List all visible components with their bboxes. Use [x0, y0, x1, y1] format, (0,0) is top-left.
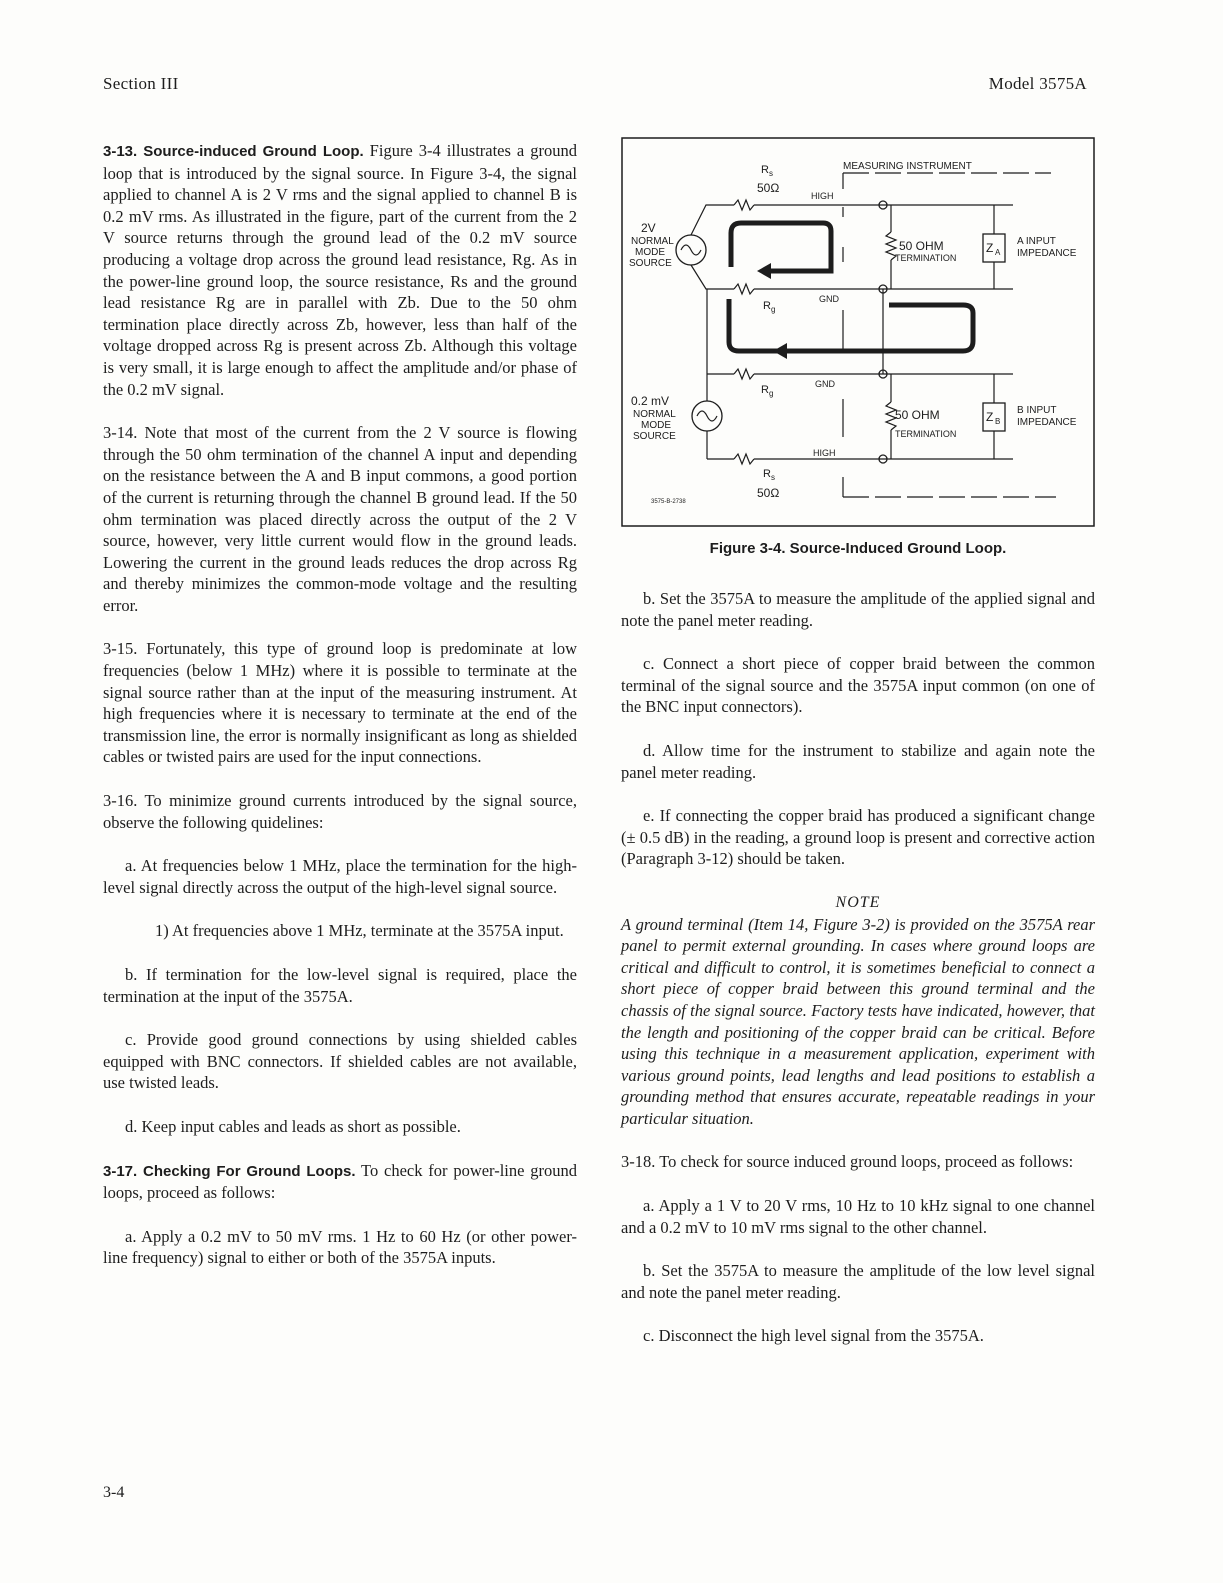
paragraph-3-13: [103, 140, 577, 400]
page-number: 3-4: [103, 1484, 125, 1501]
za-label: Z: [986, 241, 994, 255]
guideline-a: a. At frequencies below 1 MHz, place the termination for the high-level signal directly across the output of the high-level signal source.: [103, 856, 577, 897]
step-3-18-a: a. Apply a 1 V to 20 V rms, 10 Hz to 10 kHz signal to one channel and a 0.2 mV to 10 mV rms signal to the other channel.: [621, 1196, 1095, 1237]
termination-b-label: 50 OHM: [895, 408, 940, 422]
source-b-line-2: NORMAL: [633, 409, 676, 420]
b-input-line-1: B INPUT: [1017, 405, 1057, 416]
termination-a-label: 50 OHM: [899, 239, 944, 253]
rs-bottom-value: 50Ω: [757, 486, 780, 500]
a-input-line-2: IMPEDANCE: [1017, 248, 1077, 259]
gnd-b-label: GND: [815, 379, 835, 389]
section-header: Section III: [103, 74, 179, 93]
step-d: d. Allow time for the instrument to stabilize and again note the panel meter reading.: [621, 740, 1095, 782]
paragraph-3-17-text: To check for power-line ground loops, proceed as follows:: [103, 1160, 577, 1203]
step-c: c. Connect a short piece of copper braid between the common terminal of the signal source and the 3575A input common (on one of the BNC input connectors).: [621, 654, 1095, 717]
gnd-a-label: GND: [819, 294, 839, 304]
za-subscript: A: [995, 248, 1001, 257]
rg-bottom-resistor: [734, 369, 754, 379]
rg-top-subscript: g: [771, 305, 776, 314]
source-a-line-2: NORMAL: [631, 236, 674, 247]
paragraph-3-13-title: 3-13. Source-induced Ground Loop.: [103, 143, 364, 160]
rs-bottom-resistor: [734, 454, 754, 464]
termination-a-label-2: TERMINATION: [895, 253, 957, 263]
high-b-label: HIGH: [813, 448, 836, 458]
model-header: Model 3575A: [988, 74, 1087, 93]
rs-bottom-label: R: [763, 468, 771, 480]
figure-code: 3575-B-2738: [651, 499, 686, 505]
paragraph-3-14: 3-14. Note that most of the current from the 2 V source is flowing through the 50 ohm termination of the channel A input and depending on the resistance between the A and B input commons, a good portion of the current is returning through the channel B ground lead. If the 50 ohm termination was placed directly across the output of the 2 V source, however, very little current would flow in the ground leads. Lowering the current in the ground leads reduces the drop across Rg and thereby minimizes the common-mode voltage and the resulting error.: [103, 423, 577, 615]
step-e: e. If connecting the copper braid has produced a significant change (± 0.5 dB) in the reading, a ground loop is present and corrective action (Paragraph 3-12) should be taken.: [621, 806, 1095, 869]
figure-border: [622, 138, 1094, 526]
rg-bottom-subscript: g: [769, 389, 774, 398]
paragraph-3-16: 3-16. To minimize ground currents introduced by the signal source, observe the following quidelines:: [103, 791, 577, 832]
note-body: A ground terminal (Item 14, Figure 3-2) is provided on the 3575A rear panel to permit external grounding. In cases where ground loops are critical and difficult to control, it is sometimes beneficial to connect a short piece of copper braid between this ground terminal and the chassis of the signal source. Factory tests have indicated, however, that the length and positioning of the copper braid can be critical. Before using this technique in a measurement application, experiment with various ground points, lead lengths and lead positions to establish a grounding method that ensures accurate, repeatable readings in your particular situation.: [621, 914, 1095, 1128]
high-a-label: HIGH: [811, 191, 834, 201]
source-b-line-1: 0.2 mV: [631, 394, 670, 408]
note-heading: NOTE: [835, 893, 881, 911]
paragraph-3-17: [103, 1160, 577, 1204]
guideline-a-1: 1) At frequencies above 1 MHz, terminate at the 3575A input.: [155, 921, 564, 941]
rs-bottom-subscript: s: [771, 473, 775, 482]
rg-top-label: R: [763, 300, 771, 312]
zb-label: Z: [986, 410, 994, 424]
guideline-d: d. Keep input cables and leads as short as possible.: [125, 1116, 461, 1136]
figure-caption: Figure 3-4. Source-Induced Ground Loop.: [709, 540, 1007, 557]
rs-top-value: 50Ω: [757, 181, 780, 195]
right-column: [621, 588, 1095, 1369]
rs-top-subscript: s: [769, 169, 773, 178]
guideline-b: b. If termination for the low-level signal is required, place the termination at the input of the 3575A.: [103, 965, 577, 1006]
paragraph-3-13-text: Figure 3-4 illustrates a ground loop that is introduced by the signal source. In Figure 3-4, the signal applied to channel A is 2 V rms and the signal applied to channel B is 0.2 mV rms. As illustrated in the figure, part of the current from the 2 V source returns through the ground lead of the 0.2 mV source producing a voltage drop across the ground lead resistance, Rg. As in the power-line ground loop, the source resistance, Rs and the ground lead resistance Rg are in parallel with Zb. Due to the 50 ohm termination place directly across Zb, however, less than half of the voltage dropped across Rg is present across Zb. Although this voltage is very small, it is large enough to affect the amplitude and/or phase of the 0.2 mV signal.: [103, 141, 578, 399]
guideline-c: c. Provide good ground connections by using shielded cables equipped with BNC connectors. If shielded cables are not available, use twisted leads.: [103, 1030, 577, 1093]
a-input-line-1: A INPUT: [1017, 236, 1056, 247]
source-b-line-4: SOURCE: [633, 431, 676, 442]
rg-bottom-label: R: [761, 384, 769, 396]
termination-b-label-2: TERMINATION: [895, 429, 957, 439]
current-path-a: [731, 223, 831, 271]
paragraph-3-15: 3-15. Fortunately, this type of ground loop is predominate at low frequencies (below 1 MHz) where it is possible to terminate at the signal source rather than at the input of the measuring instrument. At high frequencies where it is necessary to terminate at the end of the transmission line, the error is normally insignificant as long as shielded cables or twisted pairs are used for the input connections.: [103, 639, 577, 767]
current-return-path: [787, 305, 973, 351]
current-arrow-a: [757, 263, 771, 279]
paragraph-3-18: 3-18. To check for source induced ground loops, proceed as follows:: [621, 1152, 1074, 1172]
source-a-line-4: SOURCE: [629, 258, 672, 269]
rs-top-resistor: [734, 200, 754, 210]
source-a-line-1: 2V: [641, 221, 656, 235]
step-3-18-b: b. Set the 3575A to measure the amplitude of the low level signal and note the panel meter reading.: [621, 1261, 1095, 1302]
source-a-line-3: MODE: [635, 247, 665, 258]
b-input-line-2: IMPEDANCE: [1017, 417, 1077, 428]
step-a: a. Apply a 0.2 mV to 50 mV rms. 1 Hz to 60 Hz (or other power-line frequency) signal to either or both of the 3575A inputs.: [103, 1226, 577, 1268]
measuring-instrument-label: MEASURING INSTRUMENT: [843, 161, 972, 172]
step-3-18-c: c. Disconnect the high level signal from the 3575A.: [643, 1326, 984, 1346]
step-b: b. Set the 3575A to measure the amplitude of the applied signal and note the panel meter reading.: [621, 589, 1095, 630]
rg-top-resistor: [734, 284, 754, 294]
ground-loop-diagram: [621, 137, 1095, 527]
rs-top-label: R: [761, 164, 769, 176]
paragraph-3-17-title: 3-17. Checking For Ground Loops.: [103, 1162, 356, 1180]
zb-subscript: B: [995, 417, 1001, 426]
source-b-line-3: MODE: [641, 420, 671, 431]
left-column: [103, 140, 577, 1291]
